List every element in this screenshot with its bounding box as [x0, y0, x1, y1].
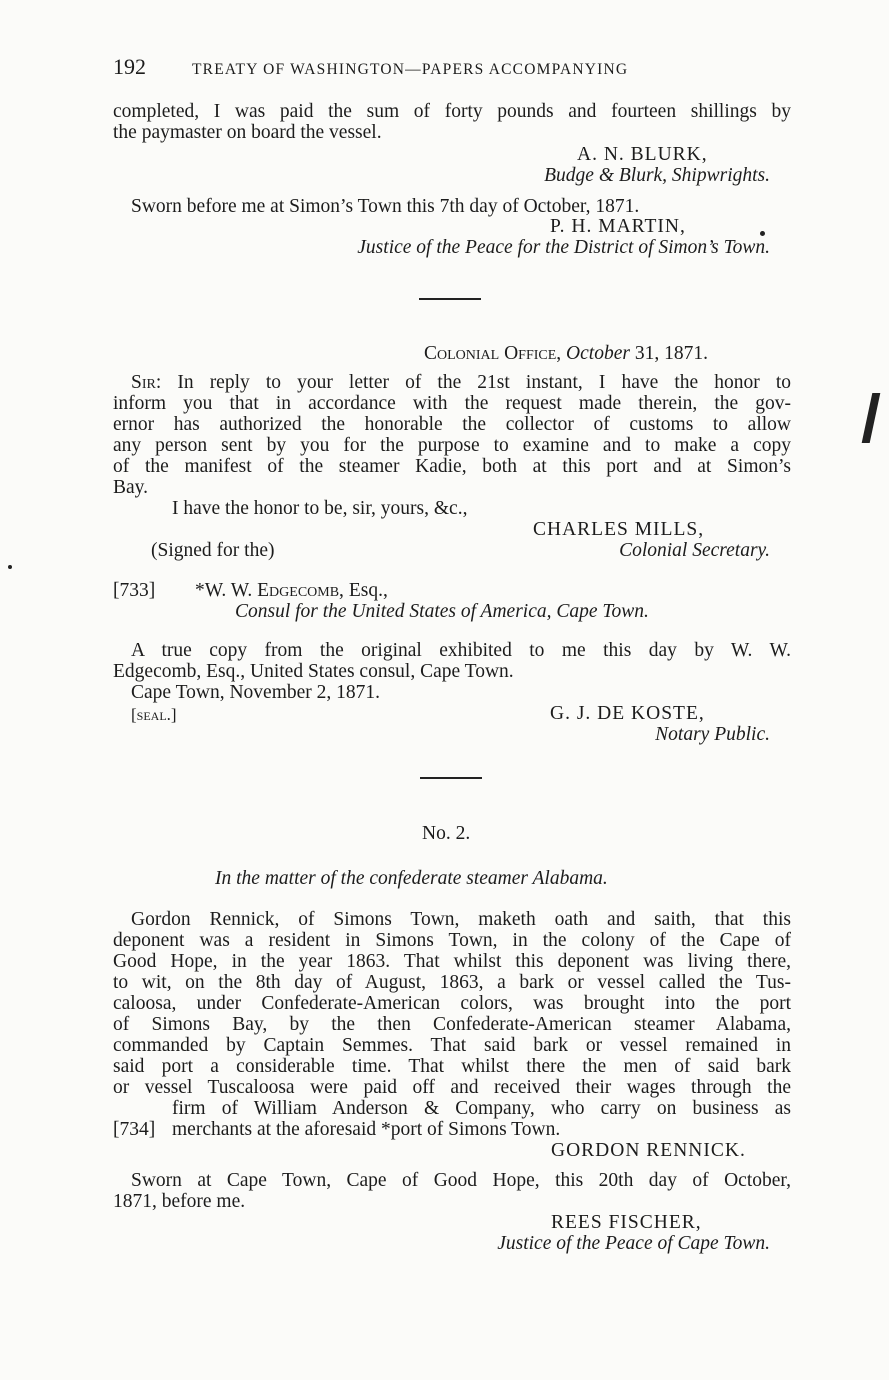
justice-title: Justice of the Peace for the District of Simon’s Town.	[357, 237, 770, 258]
affidavit-line: Good Hope, in the year 1863. That whilst this deponent was living there,	[113, 951, 791, 972]
section-divider	[419, 298, 481, 300]
section-divider	[420, 777, 482, 779]
signer-title: Budge & Blurk, Shipwrights.	[544, 165, 770, 186]
letter-line: inform you that in accordance with the request made therein, the gov-	[113, 393, 791, 414]
certification-line: A true copy from the original exhibited to me this day by W. W.	[131, 640, 791, 661]
letter-closing: I have the honor to be, sir, yours, &c.,	[172, 498, 468, 519]
certification-line: Edgecomb, Esq., United States consul, Cape Town.	[113, 661, 514, 682]
addressee-title: Consul for the United States of America, Cape Town.	[235, 601, 649, 622]
document-subtitle: In the matter of the confederate steamer Alabama.	[215, 868, 608, 889]
margin-mark	[862, 393, 881, 443]
justice-title: Justice of the Peace of Cape Town.	[497, 1233, 770, 1254]
affidavit-line: merchants at the aforesaid *port of Simons Town.	[172, 1119, 561, 1140]
letter-signer-name: CHARLES MILLS,	[533, 519, 705, 540]
certification-place-date: Cape Town, November 2, 1871.	[131, 682, 381, 703]
letter-month: October	[566, 343, 630, 364]
seal-label: [seal.]	[131, 705, 177, 724]
affidavit-line: to wit, on the 8th day of August, 1863, a bark or vessel called the Tus-	[113, 972, 791, 993]
page-number: 192	[113, 54, 146, 79]
letter-line: any person sent by you for the purpose to examine and to make a copy	[113, 435, 791, 456]
letter-date: 31, 1871.	[634, 343, 708, 364]
page-ref-734: [734]	[113, 1119, 156, 1140]
addressee-suffix: Esq.,	[348, 580, 388, 601]
justice-name: REES FISCHER,	[551, 1212, 702, 1233]
affidavit-line: of Simons Bay, by the then Confederate-American steamer Alabama,	[113, 1014, 791, 1035]
affidavit-line: Gordon Rennick, of Simons Town, maketh oath and saith, that this	[131, 909, 791, 930]
signer-name: A. N. BLURK,	[577, 144, 708, 165]
affidavit-line: commanded by Captain Semmes. That said bark or vessel remained in	[113, 1035, 791, 1056]
letter-line: Bay.	[113, 477, 149, 498]
sworn-statement: Sworn at Cape Town, Cape of Good Hope, this 20th day of October,	[131, 1170, 791, 1191]
letter-signer-title: Colonial Secretary.	[619, 540, 770, 561]
justice-name: P. H. MARTIN,	[550, 216, 686, 237]
letter-office: Colonial Office,	[424, 343, 562, 364]
addressee	[195, 580, 388, 602]
notary-title: Notary Public.	[655, 724, 770, 745]
letter-line	[131, 372, 791, 394]
affidavit-line: caloosa, under Confederate-American colors, was brought into the port	[113, 993, 791, 1014]
stray-mark	[760, 231, 765, 236]
letter-line: ernor has authorized the honorable the collector of customs to allow	[113, 414, 791, 435]
addressee-name: Edgecomb,	[257, 580, 344, 601]
addressee-prefix: *W. W.	[195, 580, 253, 601]
document-number: No. 2.	[422, 823, 471, 844]
paragraph-line: completed, I was paid the sum of forty pounds and fourteen shillings by	[113, 101, 791, 122]
letter-body-start: : In reply to your letter of the 21st instant, I have the honor to	[155, 372, 791, 393]
affidavit-line: or vessel Tuscaloosa were paid off and received their wages through the	[113, 1077, 791, 1098]
deponent-name: GORDON RENNICK.	[551, 1140, 746, 1161]
sworn-statement: Sworn before me at Simon’s Town this 7th day of October, 1871.	[131, 196, 640, 217]
affidavit-line: said port a considerable time. That whilst there the men of said bark	[113, 1056, 791, 1077]
sworn-statement: 1871, before me.	[113, 1191, 246, 1212]
page-ref-733: [733]	[113, 580, 156, 601]
running-title: TREATY OF WASHINGTON—PAPERS ACCOMPANYING	[192, 61, 629, 78]
signed-for: (Signed for the)	[151, 540, 275, 561]
affidavit-line: deponent was a resident in Simons Town, in the colony of the Cape of	[113, 930, 791, 951]
paragraph-line: the paymaster on board the vessel.	[113, 122, 382, 143]
letter-salutation: Sir	[131, 372, 156, 393]
margin-mark	[8, 565, 12, 569]
letter-line: of the manifest of the steamer Kadie, both at this port and at Simon’s	[113, 456, 791, 477]
notary-name: G. J. DE KOSTE,	[550, 703, 705, 724]
letter-dateline	[424, 343, 708, 365]
affidavit-line: firm of William Anderson & Company, who carry on business as	[172, 1098, 791, 1119]
